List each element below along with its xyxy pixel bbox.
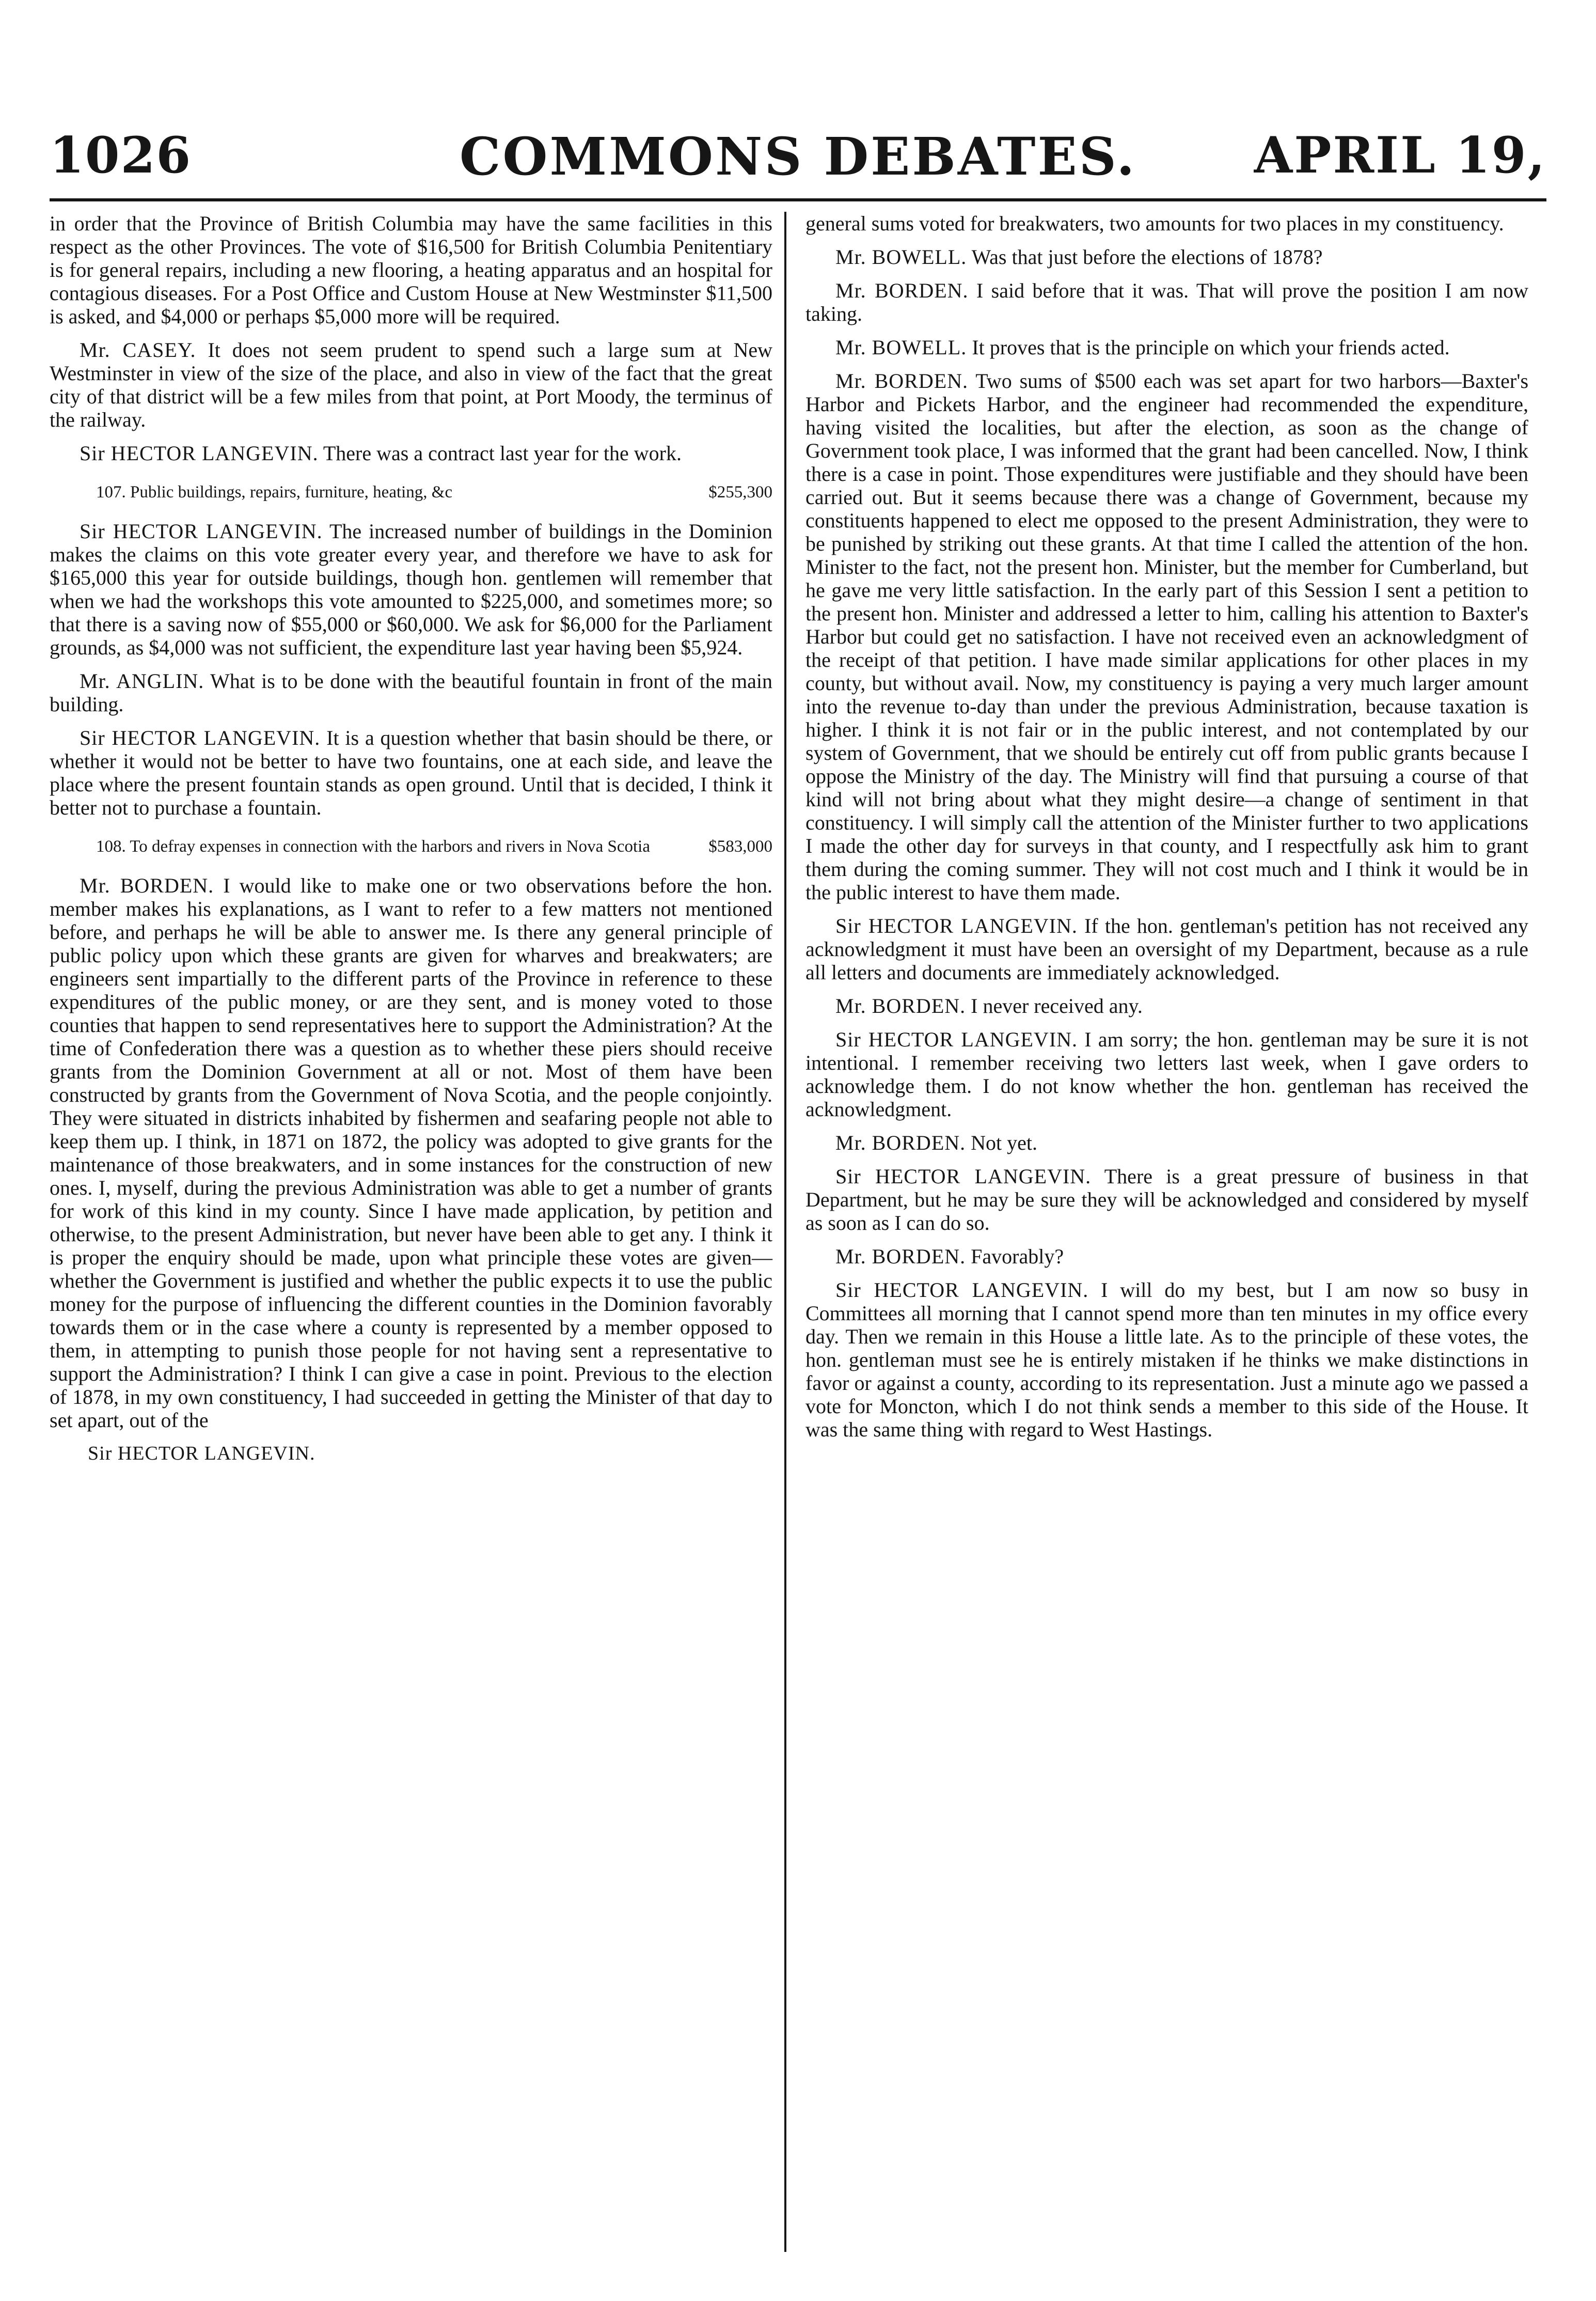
speaker-name: Mr. BORDEN.: [835, 369, 969, 393]
page-date: APRIL 19,: [1254, 126, 1546, 184]
catchword: Sir HECTOR LANGEVIN.: [88, 1443, 315, 1464]
paragraph: general sums voted for breakwaters, two amounts for two places in my constituency.: [805, 212, 1504, 235]
speaker-name: Sir HECTOR LANGEVIN.: [835, 1028, 1078, 1051]
page-title: COMMONS DEBATES.: [459, 126, 1137, 187]
vote-item: [50, 482, 772, 502]
paragraph: Mr. BORDEN. I said before that it was. That will prove the position I am now taking.: [805, 279, 1529, 325]
speaker-name: Mr. ANGLIN.: [80, 669, 204, 693]
speaker-name: Mr. BORDEN.: [835, 1131, 966, 1154]
paragraph: Mr. BORDEN. I never received any.: [835, 994, 1143, 1018]
speaker-name: Mr. BOWELL.: [835, 245, 967, 269]
paragraph: Sir HECTOR LANGEVIN. There is a great pressure of business in that Department, but he may be sure they will be acknowledged and considered by myself as soon as I can do so.: [805, 1165, 1529, 1234]
speaker-name: Mr. BORDEN.: [80, 874, 214, 897]
speaker-name: Mr. CASEY.: [80, 338, 196, 362]
paragraph: Mr. BOWELL. Was that just before the elections of 1878?: [835, 245, 1323, 269]
speaker-name: Mr. BORDEN.: [835, 1245, 966, 1268]
speaker-name: Mr. BOWELL.: [835, 336, 967, 359]
page-header: [50, 122, 1546, 199]
paragraph: Sir HECTOR LANGEVIN. If the hon. gentleman's petition has not received any acknowledgment it must have been an oversight of my Department, because as a rule all letters and documents are immediately acknowledged.: [805, 914, 1529, 984]
paragraph: Sir HECTOR LANGEVIN. I am sorry; the hon. gentleman may be sure it is not intentional. I remember receiving two letters last week, when I gave orders to acknowledge them. I do not know whether the hon. gentleman has received the acknowledgment.: [805, 1028, 1529, 1121]
column-divider: [784, 212, 786, 2252]
paragraph: Sir HECTOR LANGEVIN. It is a question whether that basin should be there, or whether it would not be better to have two fountains, one at each side, and leave the place where the present fountain stands as open ground. Until that is decided, I think it better not to purchase a fountain.: [50, 726, 773, 819]
right-column: [805, 212, 1528, 1451]
left-column: [50, 212, 772, 1465]
paragraph: Mr. CASEY. It does not seem prudent to spend such a large sum at New Westminster in view of the size of the place, and also in view of the fact that the great city of that district will be a few miles from that point, at Port Moody, the terminus of the railway.: [50, 338, 773, 431]
speaker-name: Sir HECTOR LANGEVIN.: [80, 520, 323, 543]
speaker-name: Mr. BORDEN.: [835, 994, 966, 1018]
vote-amount: $255,300: [708, 483, 772, 502]
speaker-name: Mr. BORDEN.: [835, 279, 969, 302]
vote-amount: $583,000: [708, 837, 772, 856]
paragraph: Mr. BORDEN. Favorably?: [835, 1245, 1064, 1268]
paragraph: Mr. ANGLIN. What is to be done with the beautiful fountain in front of the main building.: [50, 669, 772, 716]
paragraph: Mr. BORDEN. Not yet.: [835, 1131, 1038, 1154]
paragraph: in order that the Province of British Columbia may have the same facilities in this respect as the other Provinces. The vote of $16,500 for British Columbia Penitentiary is for general repairs, including a new flooring, a heating apparatus and an hospital for contagious diseases. For a Post Office and Custom House at New Westminster $11,500 is asked, and $4,000 or perhaps $5,000 more will be required.: [50, 212, 772, 328]
paragraph: Mr. BORDEN. I would like to make one or two observations before the hon. member makes his explanations, as I want to refer to a few matters not mentioned before, and perhaps he will be able to answer me. Is there any general principle of public policy upon which these grants are given for wharves and breakwaters; are engineers sent impartially to the different parts of the Province in reference to these expenditures of the public money, or are they sent, and is money voted to those counties that happen to send representatives here to support the Administration? At the time of Confederation there was a question as to whether these piers should receive grants from the Dominion Government at all or not. Most of them have been constructed by grants from the Government of Nova Scotia, and the people conjointly. They were situated in districts inhabited by fishermen and seafaring people not able to keep them up. I think, in 1871 on 1872, the policy was adopted to give grants for the maintenance of those breakwaters, and in some instances for the construction of new ones. I, myself, during the previous Administration was able to get a number of grants for work of this kind in my county. Since I have made application, by petition and otherwise, to the present Administration, but never have been able to get any. I think it is proper the enquiry should be made, upon what principle these votes are given—whether the Government is justified and whether the public expects it to use the public money for the purpose of influencing the different counties in the Dominion favorably towards them or in the case where a county is represented by a member opposed to them, in attempting to punish those people for not having sent a representative to support the Administration? I think I can give a case in point. Previous to the election of 1878, in my own constituency, I had succeeded in getting the Minister of that day to set apart, out of the: [50, 874, 773, 1432]
paragraph: Sir HECTOR LANGEVIN. I will do my best, but I am now so busy in Committees all morning that I cannot spend more than ten minutes in my office every day. Then we remain in this House a little late. As to the principle of these votes, the hon. gentleman must see he is entirely mistaken if he thinks we make distinctions in favor or against a county, according to its representation. Just a minute ago we passed a vote for Moncton, which I do not think sends a member to this side of the House. It was the same thing with regard to West Hastings.: [805, 1278, 1529, 1441]
vote-description: 107. Public buildings, repairs, furniture, heating, &c: [96, 483, 453, 502]
vote-item: [50, 837, 772, 856]
speaker-name: Sir HECTOR LANGEVIN.: [835, 1278, 1089, 1302]
paragraph: Sir HECTOR LANGEVIN. The increased number of buildings in the Dominion makes the claims on this vote greater every year, and therefore we have to ask for $165,000 this year for outside buildings, though hon. gentlemen will remember that when we had the workshops this vote amounted to $225,000, and sometimes more; so that there is a saving now of $55,000 or $60,000. We ask for $6,000 for the Parliament grounds, as $4,000 was not sufficient, the expenditure last year having been $5,924.: [50, 520, 772, 659]
paragraph: Mr. BOWELL. It proves that is the principle on which your friends acted.: [835, 336, 1450, 359]
page-number: 1026: [50, 126, 192, 184]
speaker-name: Sir HECTOR LANGEVIN.: [80, 442, 319, 465]
header-rule: [50, 198, 1546, 201]
speaker-name: Sir HECTOR LANGEVIN.: [80, 726, 321, 749]
paragraph: Sir HECTOR LANGEVIN. There was a contract last year for the work.: [80, 442, 682, 465]
vote-description: 108. To defray expenses in connection with the harbors and rivers in Nova Scotia: [96, 837, 650, 856]
speaker-name: Sir HECTOR LANGEVIN.: [835, 914, 1078, 937]
speaker-name: Sir HECTOR LANGEVIN.: [835, 1165, 1092, 1188]
paragraph: Mr. BORDEN. Two sums of $500 each was set apart for two harbors—Baxter's Harbor and Pickets Harbor, and the engineer had recommended the expenditure, having visited the localities, but after the election, as soon as the change of Government took place, I was informed that the grant had been cancelled. Now, I think there is a case in point. Those expenditures were justifiable and they should have been carried out. But it seems because there was a change of Government, because my constituents happened to elect me opposed to the present Administration, they were to be punished by striking out these grants. At that time I called the attention of the hon. Minister to the fact, not the present hon. Minister, but the member for Cumberland, but he gave me very little satisfaction. In the early part of this Session I sent a petition to the present hon. Minister and addressed a letter to him, calling his attention to Baxter's Harbor but could get no satisfaction. I have not received even an acknowledgment of the receipt of that petition. I have made similar applications for other places in my county, but without avail. Now, my constituency is paying a very much larger amount into the revenue to-day than under the previous Administration, because taxation is higher. I think it is not fair or in the public interest, and not contemplated by our system of Government, that we should be entirely cut off from public grants because I oppose the Ministry of the day. The Ministry will find that pursuing a course of that kind will not bring about what they might desire—a change of sentiment in that constituency. I will simply call the attention of the Minister further to two applications I made the other day for surveys in that county, and I respectfully ask him to grant them during the coming summer. They will not cost much and I think it would be in the public interest to have them made.: [805, 369, 1529, 904]
